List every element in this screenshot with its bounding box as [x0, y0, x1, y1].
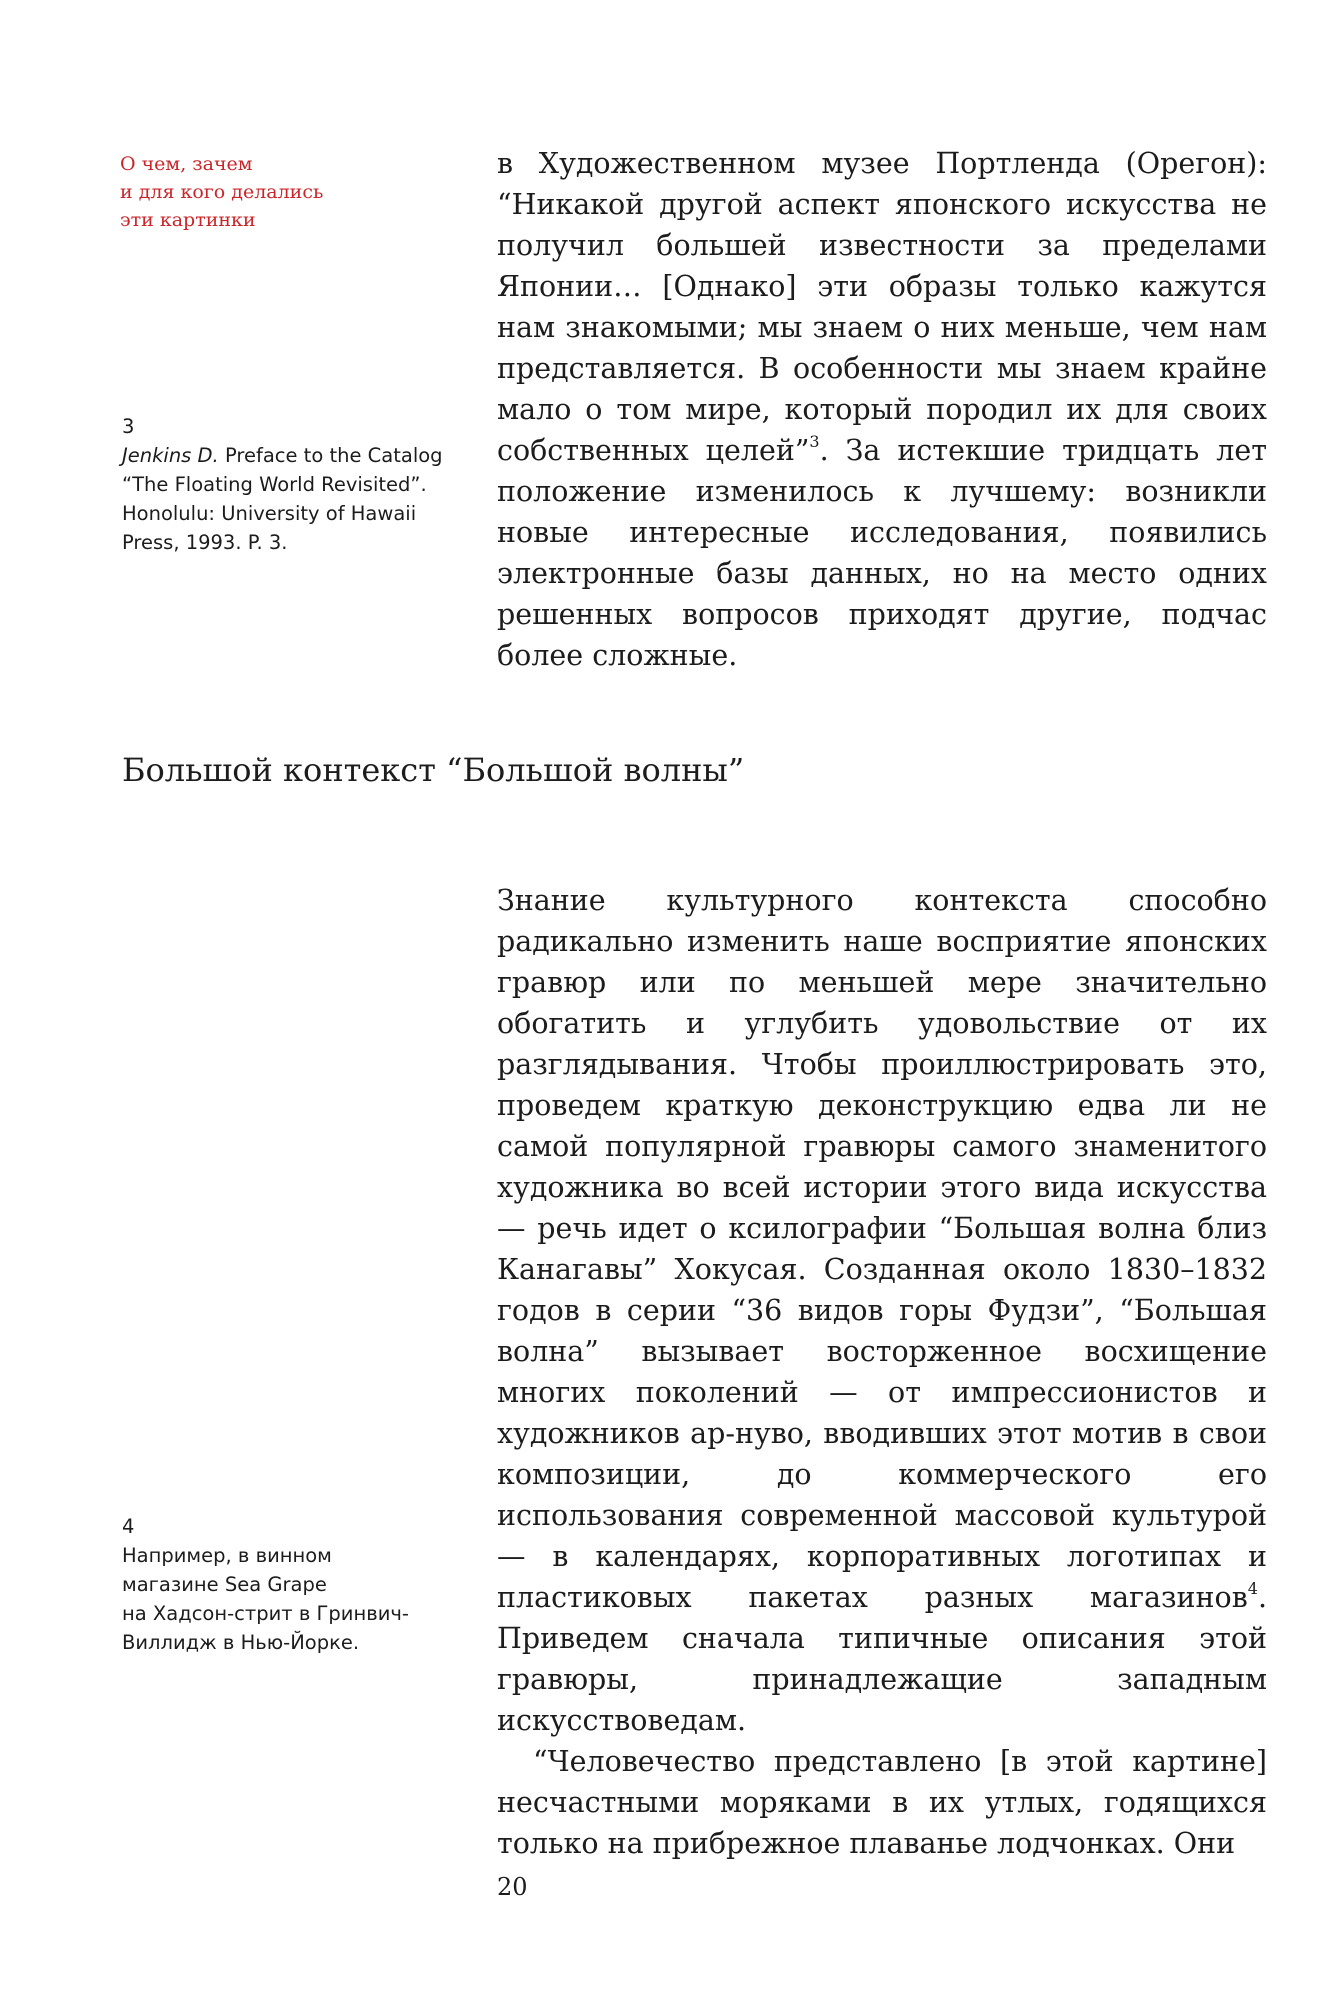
paragraph-text: . Приведем сначала типичные описания этой гравюры, принадлежащие западным искусствоведам. [497, 1581, 1267, 1737]
paragraph-text: . За истекшие тридцать лет положение изменилось к лучшему: возникли новые интересные исследования, появились электронные базы данных, но на место одних решенных вопросов приходят другие, подчас более сложные. [497, 434, 1267, 672]
paragraph-text: Знание культурного контекста способно радикально изменить наше восприятие японских гравюр или по меньшей мере значительно обогатить и углубить удовольствие от их разглядывания. Чтобы проиллюстрировать это, проведем краткую деконструкцию едва ли не самой популярной гравюры самого знаменитого художника во всей истории этого вида искусства — речь идет о ксилографии “Большая волна близ Канагавы” Хокусая. Созданная около 1830–1832 годов в серии “36 видов горы Фудзи”, “Большая волна” вызывает восторженное восхищение многих поколений — от импрессионистов и художников ар-нуво, вводивших этот мотив в свои композиции, до коммерческого его использования современной массовой культурой — в календарях, корпоративных логотипах и пластиковых пакетах разных магазинов [497, 884, 1267, 1614]
footnote-line [122, 441, 482, 470]
running-head-line: О чем, зачем [120, 153, 253, 175]
footnote-line: магазине Sea Grape [122, 1573, 327, 1596]
footnote-author: Jenkins D. [122, 444, 219, 467]
footnote-line: Виллидж в Нью-Йорке. [122, 1631, 360, 1654]
footnote-number: 4 [122, 1515, 135, 1538]
section-title: Большой контекст “Большой волны” [122, 751, 745, 789]
running-head-line: эти картинки [120, 209, 256, 231]
running-head [120, 150, 380, 234]
footnote-line: Honolulu: University of Hawaii [122, 502, 417, 525]
footnote-number: 3 [122, 415, 135, 438]
running-head-line: и для кого делались [120, 181, 324, 203]
page-number: 20 [497, 1873, 528, 1901]
body-text-block-2 [497, 880, 1267, 1864]
footnote-line: Например, в винном [122, 1544, 332, 1567]
body-text-block-1 [497, 143, 1267, 676]
footnote-line: на Хадсон-стрит в Гринвич- [122, 1602, 409, 1625]
paragraph [497, 880, 1267, 1741]
paragraph: “Человечество представлено [в этой картине] несчастными моряками в их утлых, годящихся только на прибрежное плаванье лодчонках. Они [497, 1745, 1267, 1860]
footnote-3 [122, 412, 482, 557]
footnote-text: Preface to the Catalog [218, 444, 443, 467]
footnote-line: “The Floating World Revisited”. [122, 473, 427, 496]
footnote-line: Press, 1993. P. 3. [122, 531, 288, 554]
footnote-reference-3[interactable]: 3 [809, 432, 820, 451]
paragraph-text: в Художественном музее Портленда (Орегон): “Никакой другой аспект японского искусства не получил большей известности за пределами Японии… [Однако] эти образы только кажутся нам знакомыми; мы знаем о них меньше, чем нам представляется. В особенности мы знаем крайне мало о том мире, который породил их для своих собственных целей” [497, 147, 1267, 467]
paragraph [497, 143, 1267, 676]
footnote-4 [122, 1512, 482, 1657]
footnote-reference-4[interactable]: 4 [1247, 1579, 1258, 1598]
